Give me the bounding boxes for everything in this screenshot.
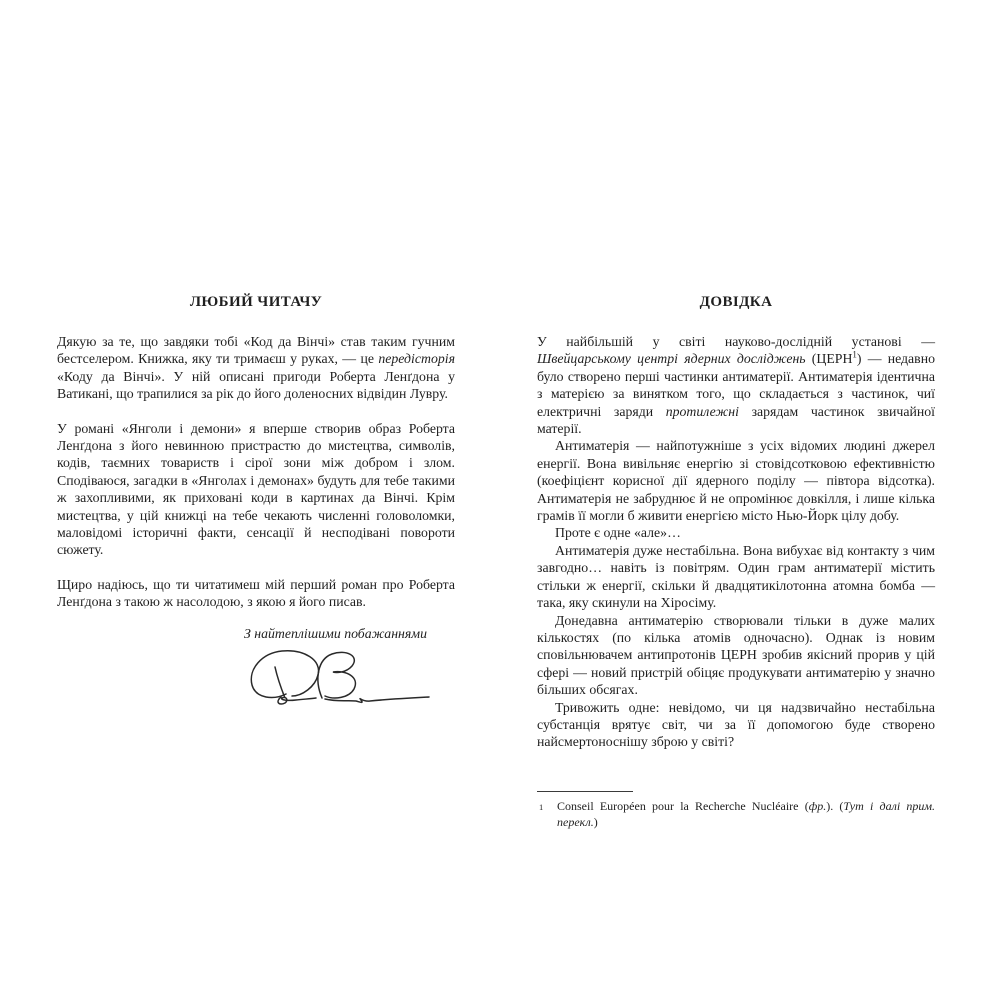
left-paragraph-3: Щиро надіюсь, що ти читатимеш мій перший роман про Роберта Ленґдона з такою ж насолодою, з якою я його писав. [57,576,455,610]
footnote-italic-text: Тут і далі прим. перекл. [557,799,935,829]
left-paragraph-1 [57,333,455,403]
left-paragraph-2: У романі «Янголи і демони» я вперше створив образ Роберта Ленґдона з його невинною пристрастю до мистецтва, символів, кодів, таємних товариств і сірої зони між добром і злом. Сподіваюся, загадки в «Янголах і демонах» будуть для тебе такими ж захопливими, як приховані коди в картинах да Вінчі. Крім мистецтва, у цій книжці на тебе чекають численні головоломки, маловідомі історичні факти, сенсації й несподівані повороти сюжету. [57,420,455,558]
footnote-divider [537,791,633,792]
paragraph-text: (ЦЕРН [805,351,853,367]
footnote-text: Conseil Européen pour la Recherche Nucléaire ( [557,799,809,813]
closing-salutation: З найтеплішими побажаннями [243,625,427,641]
left-page-title: ЛЮБИЙ ЧИТАЧУ [189,294,323,310]
paragraph-text: Дякую за те, що завдяки тобі «Код да Вінчі» став таким гучним бестселером. Книжка, яку ти тримаєш у руках, — це [57,334,455,367]
left-page [57,294,455,708]
footnote-reference: 1 [852,349,857,360]
footnote-section [537,791,935,830]
footnote-text: ) [593,814,598,829]
paragraph-italic-text: передісторія [378,351,455,367]
author-signature-icon [248,646,433,708]
right-paragraph-4: Антиматерія дуже нестабільна. Вона вибухає від контакту з чим завгодно… навіть із повітрям. Один грам антиматерії містить стільки ж енергії, скільки й двадцятикілотонна атомна бомба — така, яку скинули на Хіросіму. [537,542,935,611]
right-page [537,294,935,751]
paragraph-text: У найбільшій у світі науково-дослідній установі — [537,334,935,349]
right-paragraph-5: Донедавна антиматерію створювали тільки в дуже малих кількостях (по кілька атомів одночасно). Однак із новим сповільнювачем антипротонів ЦЕРН зробив якісний прорив у цій сфері — новий пристрій обіцяє продукувати антиматерію у значно більших обсягах. [537,612,935,698]
right-paragraph-3: Проте є одне «але»… [555,525,681,541]
footnote-marker: 1 [539,802,544,812]
paragraph-italic-text: протилежні [665,403,739,419]
right-page-title: ДОВІДКА [699,294,773,310]
paragraph-text: зарядам частинок звичайної матерії. [537,403,935,437]
right-paragraph-2: Антиматерія — найпотужніше з усіх відомих людині джерел енергії. Вона вивільняє енергію зі стовідсотковою ефективністю (коефіцієнт корисної дії ядерного поділу — півтора відсотка). Антиматерія не забруднює й не опромінює довкілля, і лише кілька грамів її могли б живити енергією місто Нью-Йорк цілу добу. [537,438,935,524]
footnote-italic-text: фр. [808,799,827,813]
right-paragraph-6: Тривожить одне: невідомо, чи ця надзвичайно нестабільна субстанція врятує світ, чи за її допомогою буде створено найсмертоноснішу зброю у світі? [537,699,935,750]
footnote-text: ). ( [826,799,844,813]
paragraph-text: ) — недавно було створено перші частинки антиматерії. Антиматерія ідентична з матерією за винятком того, що складається з частинок, чиї електричні заряди [537,351,935,419]
paragraph-italic-text: Швейцарському центрі ядерних досліджень [537,351,806,367]
right-paragraph-1 [537,333,935,437]
footnote [537,799,935,830]
paragraph-text: «Коду да Вінчі». У ній описані пригоди Роберта Ленґдона у Ватикані, що трапилися за рік до його доленосних відвідин Лувру. [57,368,455,402]
